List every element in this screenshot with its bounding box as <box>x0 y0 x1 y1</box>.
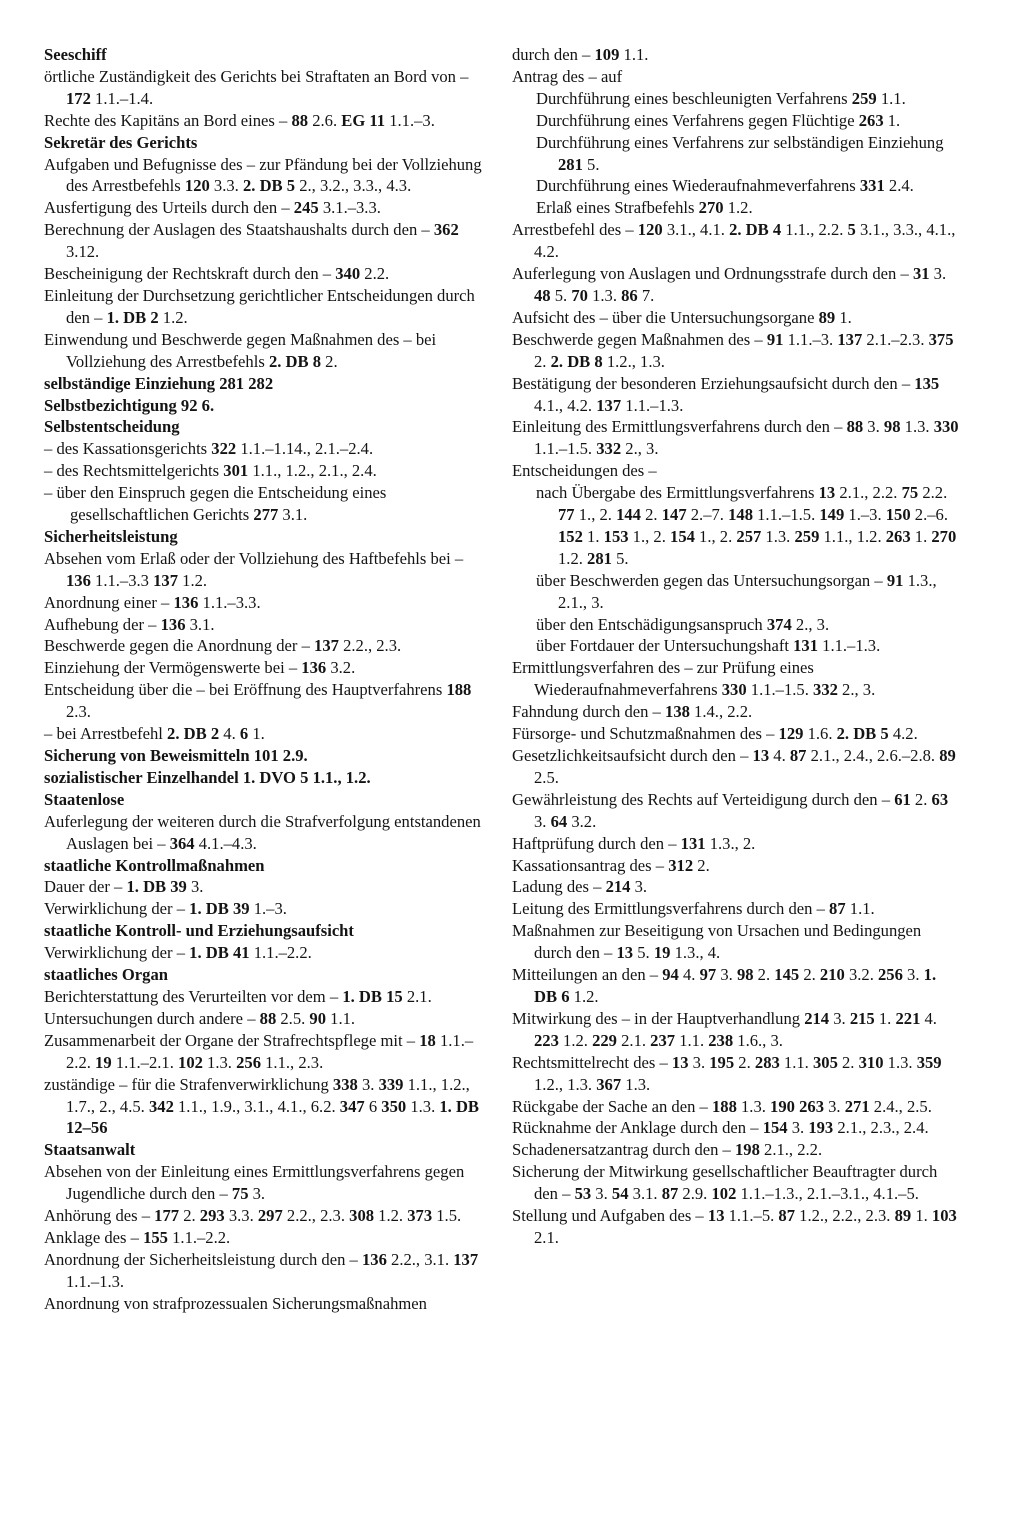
index-entry: Einleitung der Durchsetzung gerichtlicher Entscheidungen durch den – 1. DB 2 1.2. <box>44 285 475 327</box>
index-entry: Gewährleistung des Rechts auf Verteidigung durch den – 61 2. 63 3. 64 3.2. <box>512 789 949 831</box>
index-entry: Aufgaben und Befugnisse des – zur Pfändung bei der Vollziehung des Arrestbefehls 120 3.3. 2. DB 5 2., 3.2., 3.3., 4.3. <box>44 154 482 196</box>
right-column <box>512 44 962 1249</box>
index-entry: Kassationsantrag des – 312 2. <box>512 855 710 875</box>
index-heading: Selbstentscheidung <box>44 417 180 437</box>
index-entry: – bei Arrestbefehl 2. DB 2 4. 6 1. <box>44 724 265 744</box>
left-column <box>44 44 490 1315</box>
index-entry: Untersuchungen durch andere – 88 2.5. 90 1.1. <box>44 1008 356 1028</box>
index-entry: über Fortdauer der Untersuchungshaft 131 1.1.–1.3. <box>536 636 881 656</box>
index-heading: Sekretär des Gerichts <box>44 132 198 152</box>
index-entry: Absehen vom Erlaß oder der Vollziehung des Haftbefehls bei – 136 1.1.–3.3 137 1.2. <box>44 548 464 590</box>
index-entry: Mitwirkung des – in der Hauptverhandlung 214 3. 215 1. 221 4. 223 1.2. 229 2.1. 237 1.1. 238 1.6., 3. <box>512 1008 937 1050</box>
index-entry: Einwendung und Beschwerde gegen Maßnahmen des – bei Vollziehung des Arrestbefehls 2. DB 8 2. <box>44 329 437 371</box>
index-heading: sozialistischer Einzelhandel 1. DVO 5 1.1., 1.2. <box>44 767 371 787</box>
index-entry: Entscheidung über die – bei Eröffnung des Hauptverfahrens 188 2.3. <box>44 680 472 722</box>
index-entry: Sicherung der Mitwirkung gesellschaftlicher Beauftragter durch den – 53 3. 54 3.1. 87 2.9. 102 1.1.–1.3., 2.1.–3.1., 4.1.–5. <box>512 1162 938 1204</box>
index-entry: Gesetzlichkeitsaufsicht durch den – 13 4. 87 2.1., 2.4., 2.6.–2.8. 89 2.5. <box>512 746 956 787</box>
index-heading: Staatenlose <box>44 789 125 809</box>
index-entry: Beschwerde gegen Maßnahmen des – 91 1.1.–3. 137 2.1.–2.3. 375 2. 2. DB 8 1.2., 1.3. <box>512 329 954 371</box>
index-entry: Ausfertigung des Urteils durch den – 245 3.1.–3.3. <box>44 198 381 218</box>
index-entry: Stellung und Aufgaben des – 13 1.1.–5. 87 1.2., 2.2., 2.3. 89 1. 103 2.1. <box>512 1206 957 1247</box>
index-entry: – des Kassationsgerichts 322 1.1.–1.14., 2.1.–2.4. <box>44 439 374 459</box>
index-entry: Einleitung des Ermittlungsverfahrens durch den – 88 3. 98 1.3. 330 1.1.–1.5. 332 2., 3. <box>512 417 959 459</box>
index-entry: durch den – 109 1.1. <box>512 45 649 64</box>
index-entry: Aufsicht des – über die Untersuchungsorgane 89 1. <box>512 307 852 327</box>
index-entry: zuständige – für die Strafenverwirklichung 338 3. 339 1.1., 1.2., 1.7., 2., 4.5. 342 1.1., 1.9., 3.1., 4.1., 6.2. 347 6 350 1.3. 1. DB 12–56 <box>44 1074 480 1138</box>
index-entry: Durchführung eines beschleunigten Verfahrens 259 1.1. <box>536 88 906 108</box>
index-entry: Auferlegung der weiteren durch die Strafverfolgung entstandenen Auslagen bei – 364 4.1.–4.3. <box>44 811 481 853</box>
index-heading: Sicherheitsleistung <box>44 526 178 546</box>
index-entry: Antrag des – auf <box>512 66 623 86</box>
index-entry: Durchführung eines Verfahrens zur selbständigen Einziehung 281 5. <box>536 132 944 174</box>
index-entry: nach Übergabe des Ermittlungsverfahrens 13 2.1., 2.2. 75 2.2. 77 1., 2. 144 2. 147 2.–7. 148 1.1.–1.5. 149 1.–3. 150 2.–6. 152 1. 153 1., 2. 154 1., 2. 257 1.3. 259 1.1., 1.2. 263 1. 270 1.2. 281 5. <box>536 483 957 568</box>
index-entry: Aufhebung der – 136 3.1. <box>44 614 215 634</box>
index-entry: Anordnung von strafprozessualen Sicherungsmaßnahmen <box>44 1293 427 1313</box>
index-heading: staatliches Organ <box>44 965 168 985</box>
index-heading: Staatsanwalt <box>44 1140 136 1160</box>
index-entry: Arrestbefehl des – 120 3.1., 4.1. 2. DB 4 1.1., 2.2. 5 3.1., 3.3., 4.1., 4.2. <box>512 220 956 262</box>
index-entry: Fürsorge- und Schutzmaßnahmen des – 129 1.6. 2. DB 5 4.2. <box>512 724 918 744</box>
index-heading: selbständige Einziehung 281 282 <box>44 373 274 393</box>
index-entry: – des Rechtsmittelgerichts 301 1.1., 1.2., 2.1., 2.4. <box>44 461 377 481</box>
index-heading: staatliche Kontrollmaßnahmen <box>44 855 265 875</box>
index-entry: Maßnahmen zur Beseitigung von Ursachen und Bedingungen durch den – 13 5. 19 1.3., 4. <box>512 921 922 963</box>
index-entry: Schadenersatzantrag durch den – 198 2.1., 2.2. <box>512 1140 823 1160</box>
index-entry: – über den Einspruch gegen die Entscheidung eines gesellschaftlichen Gerichts 277 3.1. <box>44 483 387 525</box>
index-entry: Rückgabe der Sache an den – 188 1.3. 190 263 3. 271 2.4., 2.5. <box>512 1096 932 1116</box>
index-entry: Rechte des Kapitäns an Bord eines – 88 2.6. EG 11 1.1.–3. <box>44 110 435 130</box>
index-entry: Dauer der – 1. DB 39 3. <box>44 877 204 897</box>
index-heading: Seeschiff <box>44 45 107 64</box>
index-entry: Bestätigung der besonderen Erziehungsaufsicht durch den – 135 4.1., 4.2. 137 1.1.–1.3. <box>512 373 940 415</box>
index-entry: Ermittlungsverfahren des – zur Prüfung eines Wiederaufnahmeverfahrens 330 1.1.–1.5. 332 2., 3. <box>512 658 876 700</box>
index-entry: Auferlegung von Auslagen und Ordnungsstrafe durch den – 31 3. 48 5. 70 1.3. 86 7. <box>512 264 947 305</box>
index-heading: Sicherung von Beweismitteln 101 2.9. <box>44 746 308 765</box>
index-entry: Verwirklichung der – 1. DB 41 1.1.–2.2. <box>44 943 312 963</box>
index-entry: Einziehung der Vermögenswerte bei – 136 3.2. <box>44 658 356 678</box>
index-entry: Verwirklichung der – 1. DB 39 1.–3. <box>44 899 287 919</box>
index-entry: Rücknahme der Anklage durch den – 154 3. 193 2.1., 2.3., 2.4. <box>512 1118 929 1138</box>
index-entry: über Beschwerden gegen das Untersuchungsorgan – 91 1.3., 2.1., 3. <box>536 570 937 612</box>
index-entry: Beschwerde gegen die Anordnung der – 137 2.2., 2.3. <box>44 636 402 656</box>
index-entry: Berechnung der Auslagen des Staatshaushalts durch den – 362 3.12. <box>44 220 459 262</box>
index-entry: Leitung des Ermittlungsverfahrens durch den – 87 1.1. <box>512 899 875 919</box>
index-entry: Erlaß eines Strafbefehls 270 1.2. <box>536 198 753 218</box>
index-entry: Anordnung der Sicherheitsleistung durch den – 136 2.2., 3.1. 137 1.1.–1.3. <box>44 1249 479 1291</box>
index-entry: Mitteilungen an den – 94 4. 97 3. 98 2. 145 2. 210 3.2. 256 3. 1. DB 6 1.2. <box>512 965 937 1006</box>
index-heading: staatliche Kontroll- und Erziehungsaufsicht <box>44 921 354 941</box>
index-entry: Berichterstattung des Verurteilten vor dem – 1. DB 15 2.1. <box>44 986 432 1006</box>
index-entry: Bescheinigung der Rechtskraft durch den – 340 2.2. <box>44 264 390 284</box>
index-entry: über den Entschädigungsanspruch 374 2., 3. <box>536 614 830 634</box>
index-entry: Ladung des – 214 3. <box>512 877 648 897</box>
index-entry: Durchführung eines Wiederaufnahmeverfahrens 331 2.4. <box>536 176 914 196</box>
index-entry: Entscheidungen des – <box>512 461 657 481</box>
index-entry: Durchführung eines Verfahrens gegen Flüchtige 263 1. <box>536 110 901 130</box>
index-entry: Haftprüfung durch den – 131 1.3., 2. <box>512 833 756 853</box>
index-heading: Selbstbezichtigung 92 6. <box>44 395 215 415</box>
index-entry: Absehen von der Einleitung eines Ermittlungsverfahrens gegen Jugendliche durch den – 75 3. <box>44 1162 465 1204</box>
index-entry: Anordnung einer – 136 1.1.–3.3. <box>44 592 261 612</box>
index-entry: Rechtsmittelrecht des – 13 3. 195 2. 283 1.1. 305 2. 310 1.3. 359 1.2., 1.3. 367 1.3. <box>512 1052 942 1094</box>
index-entry: Anhörung des – 177 2. 293 3.3. 297 2.2., 2.3. 308 1.2. 373 1.5. <box>44 1206 462 1226</box>
index-entry: örtliche Zuständigkeit des Gerichts bei Straftaten an Bord von – 172 1.1.–1.4. <box>44 66 469 108</box>
index-entry: Fahndung durch den – 138 1.4., 2.2. <box>512 702 753 722</box>
index-entry: Zusammenarbeit der Organe der Strafrechtspflege mit – 18 1.1.–2.2. 19 1.1.–2.1. 102 1.3. 256 1.1., 2.3. <box>44 1030 474 1072</box>
index-entry: Anklage des – 155 1.1.–2.2. <box>44 1227 231 1247</box>
